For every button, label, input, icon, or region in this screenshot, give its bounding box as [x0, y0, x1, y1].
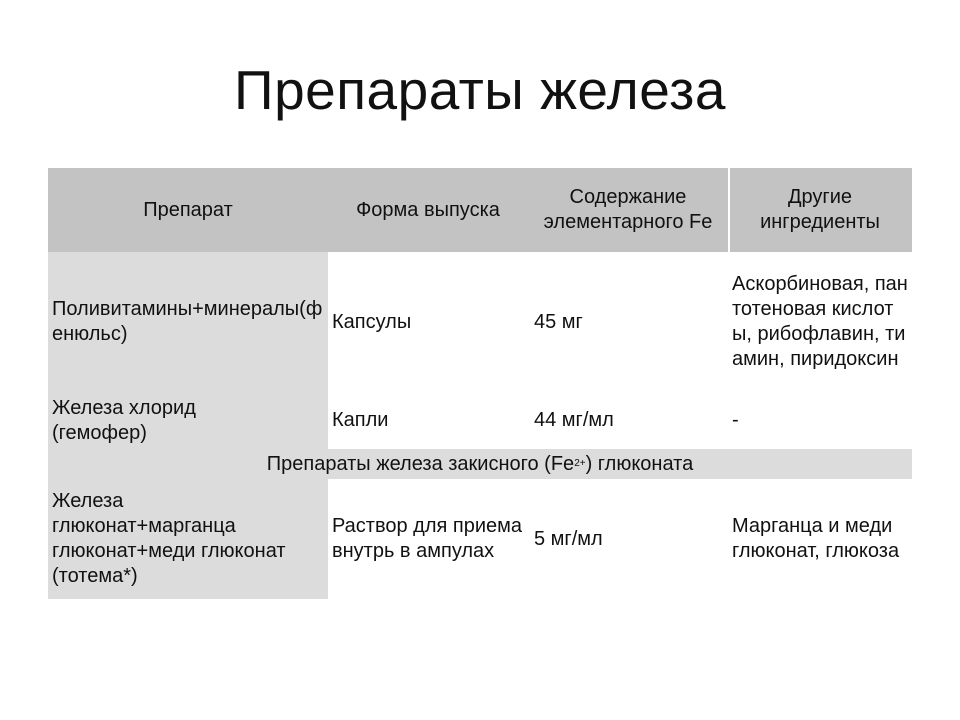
table-subheader-row: Препараты железа закисного (Fe 2+ ) глюконата: [48, 449, 912, 479]
table-row: [48, 392, 912, 449]
cell-form: [328, 479, 528, 599]
cell-fe: [528, 392, 728, 449]
cell-form: [328, 392, 528, 449]
table-header-row: [48, 168, 912, 252]
header-form: Форма выпуска: [356, 198, 500, 221]
cell-fe: [528, 252, 728, 392]
other-text: Марганца и меди глюконат, глюкоза: [732, 515, 900, 562]
drug-name: Поливитамины+минералы(фенюльс): [52, 298, 323, 345]
drug-name: Железа хлорид (гемофер): [52, 396, 196, 444]
drug-name: Железа глюконат+марганца глюконат+меди глюконат (тотема*): [52, 490, 286, 587]
header-other: [728, 168, 912, 252]
cell-drug: [48, 392, 328, 449]
table-row: [48, 252, 912, 392]
cell-form: [328, 252, 528, 392]
form-text: Капсулы: [332, 310, 412, 333]
slide-title: Препараты железа: [234, 59, 726, 121]
form-text: Раствор для приема внутрь в ампулах: [332, 515, 523, 562]
cell-other: [728, 479, 912, 599]
header-drug: Препарат: [143, 198, 233, 221]
cell-other: [728, 252, 912, 392]
cell-drug: [48, 479, 328, 599]
cell-other: [728, 392, 912, 449]
header-divider: [728, 168, 730, 252]
cell-drug: [48, 252, 328, 392]
other-text: Аскорбиновая, пантотеновая кислоты, рибофлавин, тиамин, пиридоксин: [732, 273, 908, 370]
iron-preparations-table: [48, 168, 912, 599]
fe-text: 45 мг: [534, 310, 583, 333]
subheader-prefix: Препараты железа закисного (Fe: [266, 452, 575, 475]
fe-text: 5 мг/мл: [534, 527, 603, 550]
table-row: [48, 479, 912, 599]
header-other-text: Другие ингредиенты: [760, 186, 880, 233]
subheader-suffix: ) глюконата: [585, 452, 694, 475]
header-fe-content: [528, 168, 728, 252]
cell-fe: [528, 479, 728, 599]
form-text: Капли: [332, 409, 389, 431]
header-fe-content-text: Содержание элементарного Fe: [543, 186, 713, 233]
fe-text: 44 мг/мл: [534, 409, 614, 431]
other-text: -: [732, 409, 739, 431]
